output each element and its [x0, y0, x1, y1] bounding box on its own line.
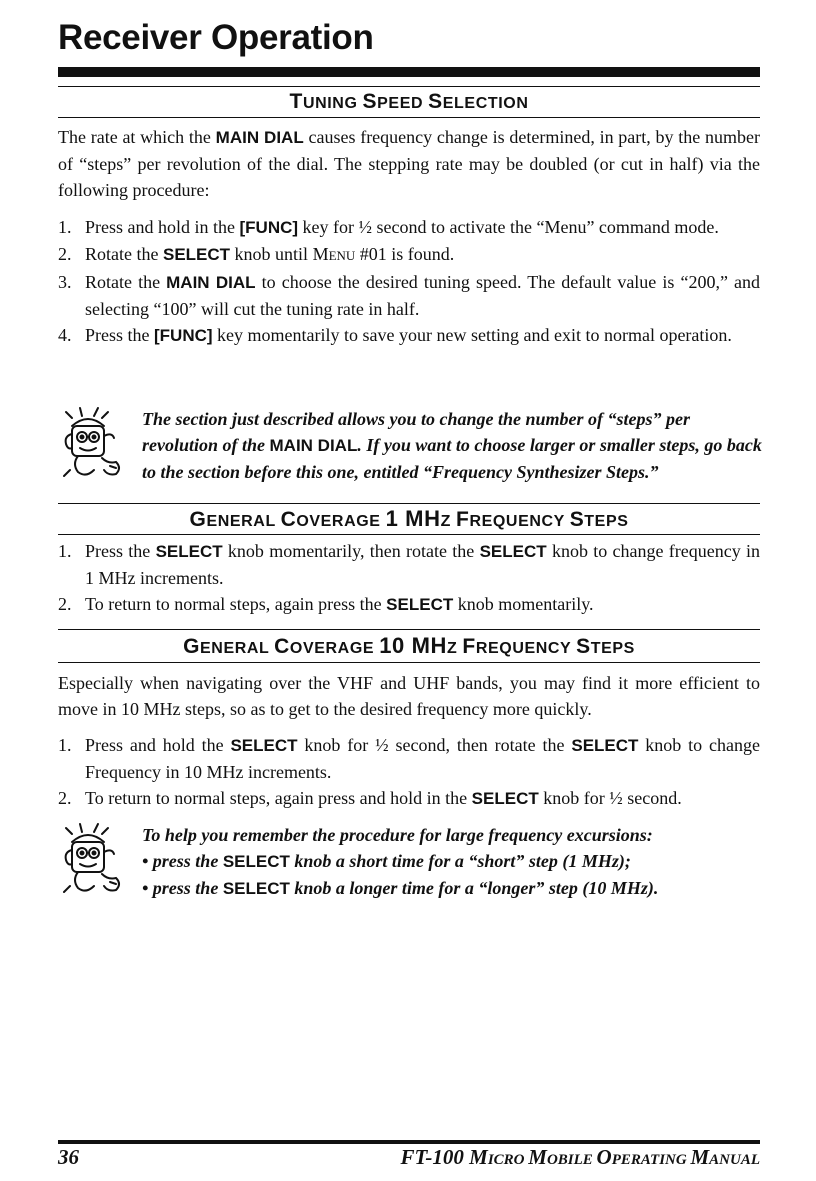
tip-bullet: • press the SELECT knob a short time for a “short” step (1 MHz); — [142, 851, 631, 871]
section-heading-10mhz-steps: GENERAL COVERAGE 10 MHZ FREQUENCY STEPS — [58, 629, 760, 663]
list-item: 1. Press the SELECT knob momentarily, then rotate the SELECT knob to change frequency in 1 MHz increments. — [58, 541, 760, 588]
mascot-robot-icon — [58, 822, 132, 898]
list-item: 2. To return to normal steps, again press and hold in the SELECT knob for ½ second. — [58, 788, 682, 808]
list-item: 4. Press the [FUNC] key momentarily to save your new setting and exit to normal operation. — [58, 325, 732, 345]
coverage-10mhz-steps-list — [58, 732, 760, 812]
title-rule — [58, 67, 760, 77]
list-item: 1. Press and hold in the [FUNC] key for ½ second to activate the “Menu” command mode. — [58, 217, 719, 237]
tuning-intro-paragraph: The rate at which the MAIN DIAL causes frequency change is determined, in part, by the number of “steps” per revolution of the dial. The stepping rate may be doubled (or cut in half) via the following procedure: — [58, 127, 760, 200]
page-title: Receiver Operation — [58, 18, 374, 57]
footer-rule — [58, 1140, 760, 1144]
tip-text — [142, 822, 762, 902]
list-item: 2. To return to normal steps, again press the SELECT knob momentarily. — [58, 594, 594, 614]
tuning-steps-list — [58, 214, 760, 349]
tip-bullet: • press the SELECT knob a longer time for a “longer” step (10 MHz). — [142, 878, 659, 898]
list-item: 2. Rotate the SELECT knob until MENU #01 is found. — [58, 244, 455, 264]
section-heading-1mhz-steps: GENERAL COVERAGE 1 MHZ FREQUENCY STEPS — [58, 503, 760, 535]
coverage-1mhz-steps-list — [58, 538, 760, 618]
footer-manual-title: FT-100 MICRO MOBILE OPERATING MANUAL — [400, 1145, 760, 1169]
list-item: 1. Press and hold the SELECT knob for ½ second, then rotate the SELECT knob to change Frequency in 10 MHz increments. — [58, 735, 761, 782]
tip-line: To help you remember the procedure for large frequency excursions: — [142, 825, 653, 845]
section-heading-tuning-speed: TUNING SPEED SELECTION — [58, 86, 760, 118]
tip-text: The section just described allows you to change the number of “steps” per revolution of the MAIN DIAL. If you want to choose larger or smaller steps, go back to the section before this one, entitled “Frequency Synthesizer Steps.” — [142, 409, 762, 482]
manual-page — [58, 0, 760, 1181]
frequency-tip-note — [58, 822, 760, 906]
tuning-tip-note — [58, 406, 760, 490]
mascot-robot-icon — [58, 406, 132, 482]
coverage-10mhz-intro-paragraph: Especially when navigating over the VHF and UHF bands, you may find it more efficient to move in 10 MHz steps, so as to get to the desired frequency more quickly. — [58, 673, 760, 719]
page-number: 36 — [58, 1145, 79, 1169]
list-item: 3. Rotate the MAIN DIAL to choose the desired tuning speed. The default value is “200,” and selecting “100” will cut the tuning rate in half. — [58, 272, 760, 319]
